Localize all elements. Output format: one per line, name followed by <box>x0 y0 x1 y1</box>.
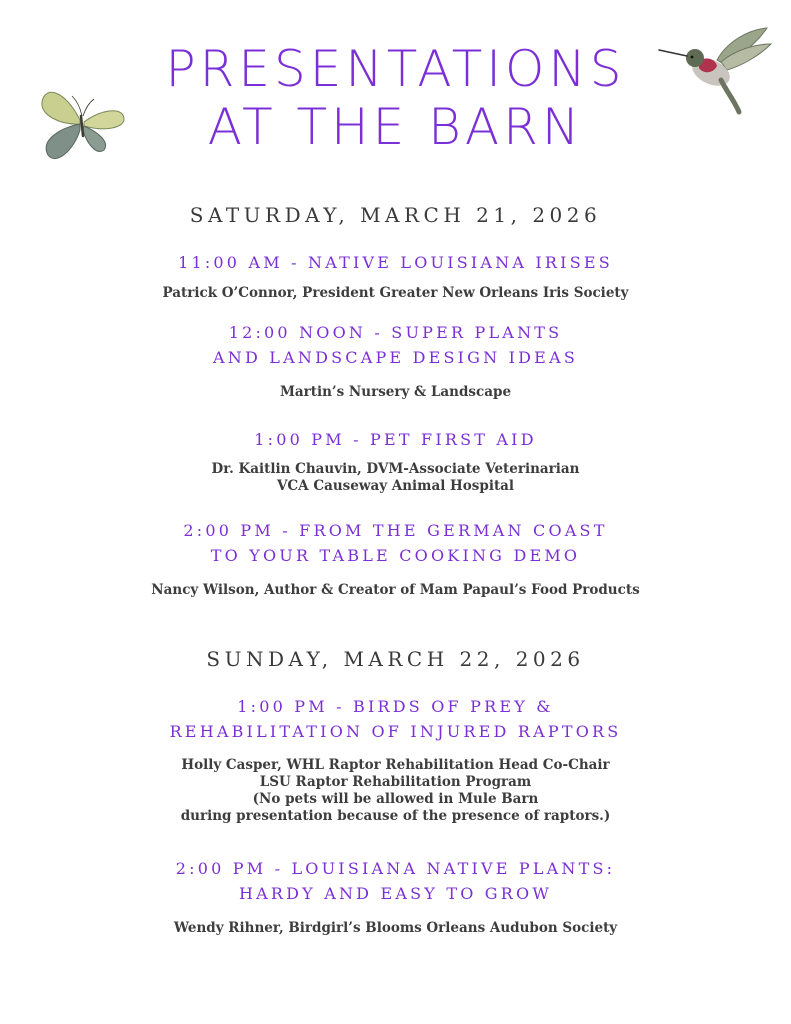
talk-description-line: Dr. Kaitlin Chauvin, DVM-Associate Veterinarian <box>211 461 580 477</box>
talk-description-line: VCA Causeway Animal Hospital <box>276 478 515 494</box>
talk-description-line: Patrick O’Connor, President Greater New Orleans Iris Society <box>162 285 629 301</box>
talk-title <box>0 250 791 275</box>
talk-title <box>0 518 791 568</box>
page-title <box>0 40 791 156</box>
talk-description-line: Holly Casper, WHL Raptor Rehabilitation Head Co-Chair <box>181 757 610 773</box>
talk-description-line: Nancy Wilson, Author & Creator of Mam Papaul’s Food Products <box>151 582 640 598</box>
talk-description-line: (No pets will be allowed in Mule Barn <box>252 791 539 807</box>
talk-description-line: during presentation because of the presence of raptors.) <box>180 808 611 824</box>
talk-description-line: Wendy Rihner, Birdgirl’s Blooms Orleans Audubon Society <box>173 920 618 936</box>
talk-title-line: 1:00 PM - BIRDS OF PREY & <box>237 697 554 716</box>
talk-description <box>0 384 791 401</box>
talk-description-line: Martin’s Nursery & Landscape <box>279 384 512 400</box>
talk-title-line: 11:00 AM - NATIVE LOUISIANA IRISES <box>178 253 613 272</box>
talk-title <box>0 427 791 452</box>
talk-description <box>0 920 791 937</box>
talk-description <box>0 461 791 495</box>
page-title-line2: AT THE BARN <box>207 98 584 156</box>
talk-title-line: HARDY AND EASY TO GROW <box>238 884 552 903</box>
talk-description-line: LSU Raptor Rehabilitation Program <box>259 774 532 790</box>
talk-title-line: TO YOUR TABLE COOKING DEMO <box>210 546 581 565</box>
talk-title-line: 1:00 PM - PET FIRST AID <box>254 430 537 449</box>
talk-description <box>0 757 791 825</box>
talk-title-line: AND LANDSCAPE DESIGN IDEAS <box>213 348 578 367</box>
talk-title-line: 2:00 PM - LOUISIANA NATIVE PLANTS: <box>175 859 616 878</box>
talk-title-line: REHABILITATION OF INJURED RAPTORS <box>169 722 622 741</box>
talk-title-line: 2:00 PM - FROM THE GERMAN COAST <box>183 521 608 540</box>
day-heading-sunday: SUNDAY, MARCH 22, 2026 <box>206 647 585 671</box>
talk-title <box>0 856 791 906</box>
talk-description <box>0 285 791 302</box>
talk-title-line: 12:00 NOON - SUPER PLANTS <box>228 323 563 342</box>
talk-title <box>0 320 791 370</box>
day-heading-saturday: SATURDAY, MARCH 21, 2026 <box>189 203 602 227</box>
talk-description <box>0 582 791 599</box>
talk-title <box>0 694 791 744</box>
page-title-line1: PRESENTATIONS <box>165 40 626 98</box>
